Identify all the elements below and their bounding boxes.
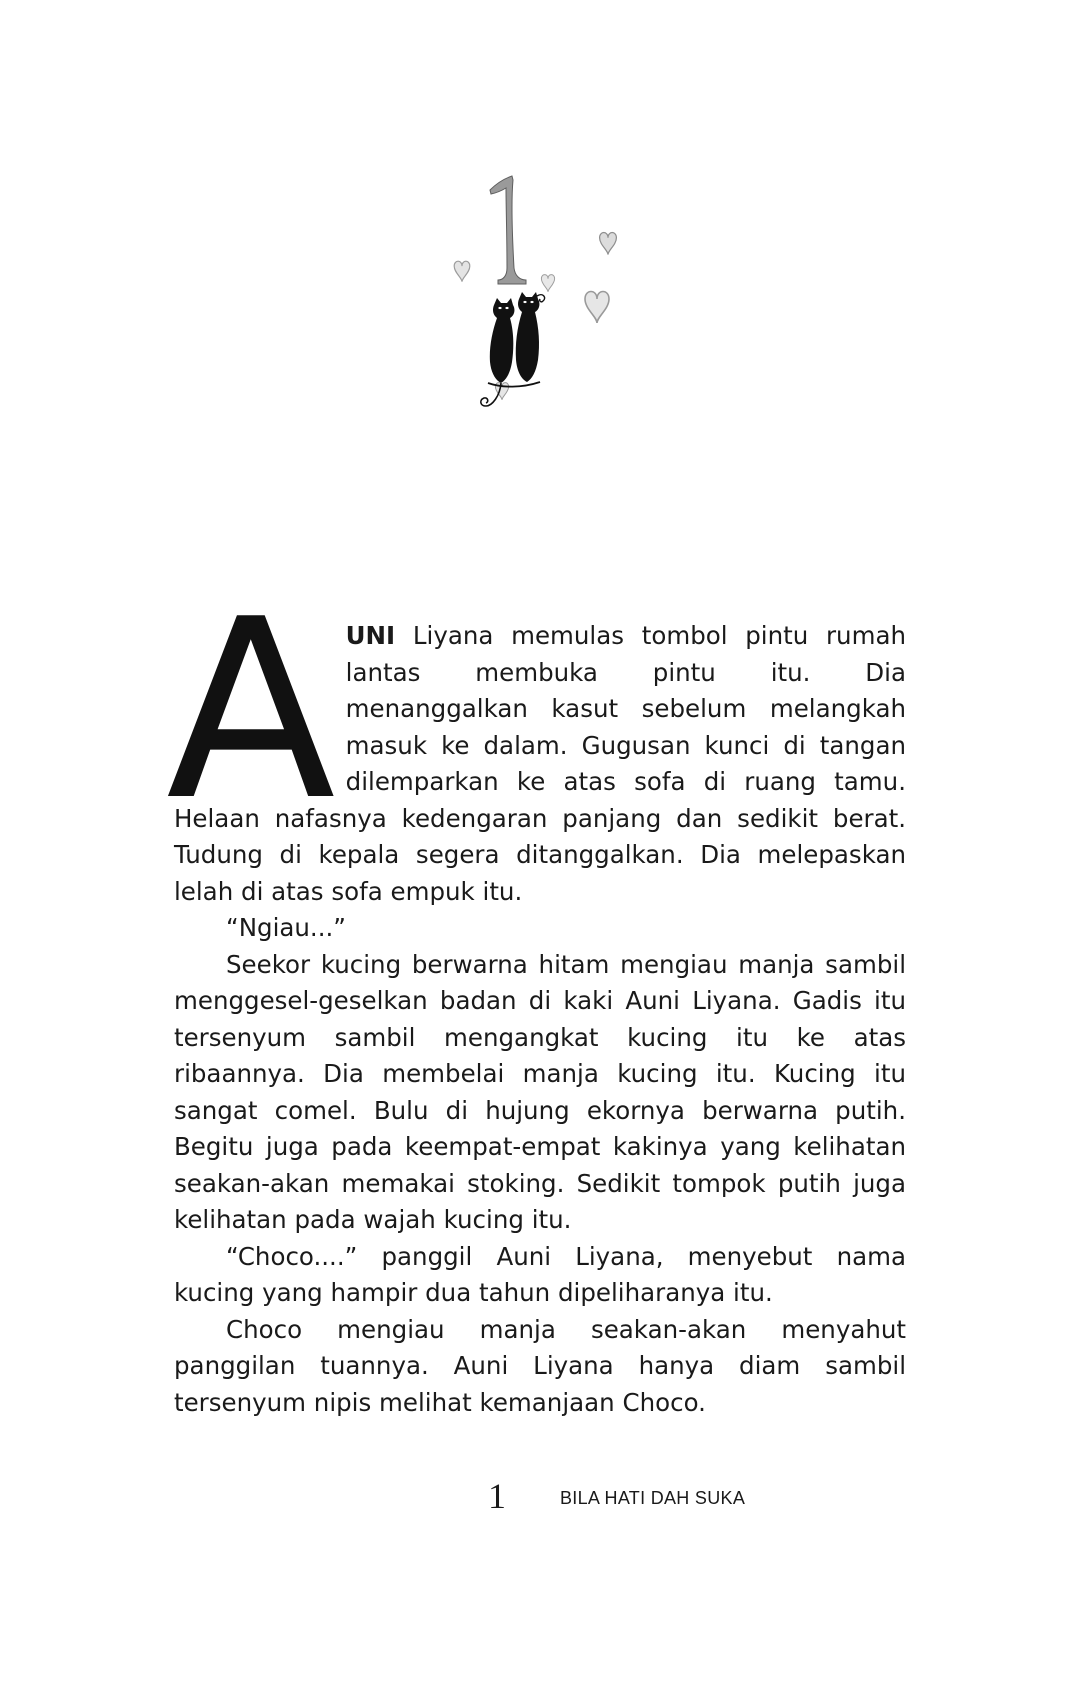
cats-icon — [481, 292, 545, 406]
paragraph-5: Choco mengiau manja seakan-akan menyahut panggilan tuannya. Auni Liyana hanya diam sambil tersenyum nipis melihat kemanjaan Choco. — [174, 1314, 906, 1417]
chapter-number-graphic — [440, 172, 526, 284]
chapter-ornament — [440, 172, 640, 452]
page-footer — [0, 1474, 1080, 1524]
chapter-body — [166, 567, 906, 1421]
lead-in-bold: UNI — [345, 621, 396, 650]
page-number: 1 — [488, 1476, 506, 1516]
heart-icon — [600, 233, 617, 255]
paragraph-1-text: Liyana memulas tombol pintu rumah lantas membuka pintu itu. Dia menanggalkan kasut sebelum melangkah masuk ke dalam. Gugusan kunci di tangan dilemparkan ke atas sofa di ruang tamu. Helaan nafasnya kedengaran panjang dan sedikit berat. Tudung di kepala segera ditanggalkan. Dia melepaskan lelah di atas sofa empuk itu. — [174, 621, 906, 906]
drop-cap: A — [166, 567, 336, 855]
heart-icon — [541, 275, 554, 292]
heart-icon — [454, 261, 470, 281]
chapter-illustration — [440, 172, 640, 452]
paragraph-3: Seekor kucing berwarna hitam mengiau manja sambil menggesel-geselkan badan di kaki Auni Liyana. Gadis itu tersenyum sambil mengangkat kucing itu ke atas ribaannya. Dia membelai manja kucing itu. Kucing itu sangat comel. Bulu di hujung ekornya berwarna putih. Begitu juga pada keempat-empat kakinya yang kelihatan seakan-akan memakai stoking. Sedikit tompok putih juga kelihatan pada wajah kucing itu. — [174, 949, 906, 1234]
paragraph-2: “Ngiau...” — [226, 913, 346, 942]
paragraph-1 — [166, 567, 906, 910]
running-title: BILA HATI DAH SUKA — [560, 1488, 746, 1508]
heart-icon — [585, 292, 609, 324]
paragraph-4: “Choco....” panggil Auni Liyana, menyebut nama kucing yang hampir dua tahun dipeliharanya itu. — [174, 1241, 906, 1307]
